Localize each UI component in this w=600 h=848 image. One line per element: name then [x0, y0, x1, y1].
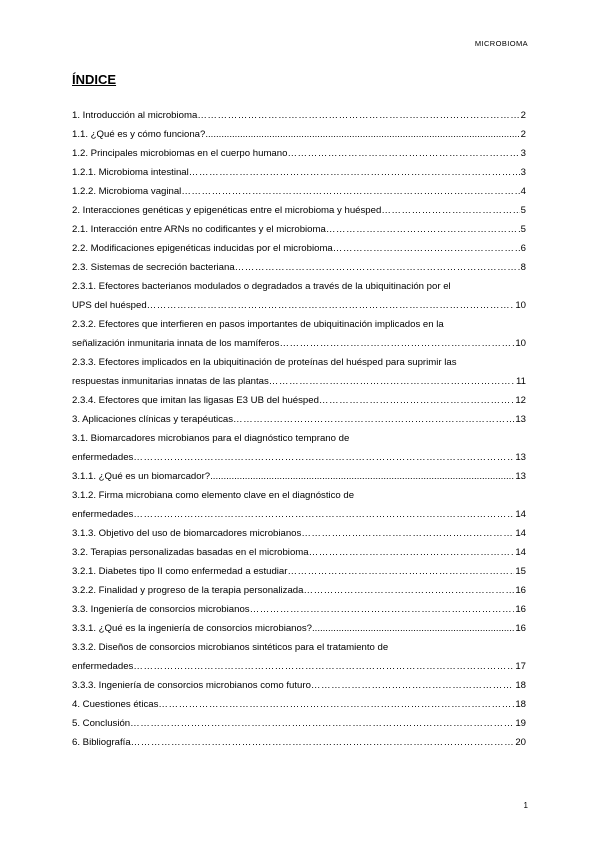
- toc-entry-page: 4: [520, 186, 526, 197]
- toc-entry-label: 4. Cuestiones éticas: [72, 699, 159, 710]
- toc-entry-page: 10: [515, 300, 526, 311]
- page-number: 1: [523, 801, 528, 810]
- leader-dots: [309, 543, 515, 562]
- toc-entry[interactable]: [72, 467, 526, 486]
- toc-entry[interactable]: [72, 391, 526, 410]
- leader-dots: [333, 239, 520, 258]
- toc-entry-label: 1.1. ¿Qué es y cómo funciona?: [72, 129, 206, 140]
- toc-entry[interactable]: [72, 163, 526, 182]
- toc-entry-page: 2: [520, 110, 526, 121]
- leader-dots: [197, 106, 519, 125]
- toc-entry-label: señalización inmunitaria innata de los mamíferos: [72, 338, 280, 349]
- leader-dots: [311, 676, 514, 695]
- toc-entry[interactable]: [72, 239, 526, 258]
- toc-entry-line1[interactable]: 3.1.2. Firma microbiana como elemento clave en el diagnóstico de: [72, 490, 355, 501]
- toc-entry-label: 3.2.2. Finalidad y progreso de la terapia personalizada: [72, 585, 304, 596]
- leader-dots: [133, 657, 514, 676]
- toc-entry-line1[interactable]: 3.3.2. Diseños de consorcios microbianos sintéticos para el tratamiento de: [72, 642, 389, 653]
- toc-entry[interactable]: [72, 676, 526, 695]
- toc-entry-label: 5. Conclusión: [72, 718, 131, 729]
- leader-dots: [287, 562, 514, 581]
- page-title: ÍNDICE: [72, 72, 117, 87]
- toc-entry[interactable]: [72, 296, 526, 315]
- running-header: MICROBIOMA: [474, 39, 528, 48]
- toc-entry-page: 16: [515, 585, 526, 596]
- toc-entry-label: 3.2. Terapias personalizadas basadas en el microbioma: [72, 547, 309, 558]
- toc-entry-label: 2.3. Sistemas de secreción bacteriana: [72, 262, 235, 273]
- toc-entry-page: 6: [520, 243, 526, 254]
- toc-entry-page: 14: [515, 528, 526, 539]
- toc-entry-line1[interactable]: 2.3.3. Efectores implicados en la ubiquitinación de proteínas del huésped para suprimir las: [72, 357, 457, 368]
- toc-entry-label: respuestas inmunitarias innatas de las plantas: [72, 376, 269, 387]
- leader-dots: [189, 163, 520, 182]
- toc-entry-page: 16: [515, 604, 526, 615]
- toc-entry-line1[interactable]: 2.3.1. Efectores bacterianos modulados o degradados a través de la ubiquitinación por el: [72, 281, 451, 292]
- leader-dots: [147, 296, 515, 315]
- toc-entry-label: 1.2. Principales microbiomas en el cuerpo humano: [72, 148, 288, 159]
- leader-dots: [303, 581, 514, 600]
- toc-entry-page: 13: [515, 452, 526, 463]
- leader-dots: [312, 619, 514, 638]
- toc-entry-label: enfermedades: [72, 509, 134, 520]
- toc-entry-page: 8: [520, 262, 526, 273]
- toc-entry-label: 3.3. Ingeniería de consorcios microbianos: [72, 604, 250, 615]
- leader-dots: [210, 467, 514, 486]
- toc-entry[interactable]: [72, 448, 526, 467]
- toc-entry-label: 3.3.3. Ingeniería de consorcios microbianos como futuro: [72, 680, 311, 691]
- toc-entry-line1[interactable]: 2.3.2. Efectores que interfieren en pasos importantes de ubiquitinación implicados en la: [72, 319, 444, 330]
- toc-entry-page: 3: [520, 148, 526, 159]
- toc-entry[interactable]: [72, 619, 526, 638]
- toc-entry[interactable]: [72, 144, 526, 163]
- leader-dots: [158, 695, 514, 714]
- toc-entry-page: 20: [515, 737, 526, 748]
- toc-entry-label: 2.2. Modificaciones epigenéticas inducidas por el microbioma: [72, 243, 333, 254]
- toc-entry-label: 1.2.1. Microbioma intestinal: [72, 167, 189, 178]
- toc-entry[interactable]: [72, 543, 526, 562]
- leader-dots: [130, 714, 514, 733]
- toc-entry[interactable]: [72, 220, 526, 239]
- toc-entry[interactable]: [72, 201, 526, 220]
- toc-entry-label: 3. Aplicaciones clínicas y terapéuticas: [72, 414, 234, 425]
- toc-entry-page: 11: [516, 376, 526, 387]
- toc-entry[interactable]: [72, 714, 526, 733]
- toc-entry-page: 10: [515, 338, 526, 349]
- toc-entry[interactable]: [72, 334, 526, 353]
- leader-dots: [250, 600, 515, 619]
- toc-entry-page: 14: [515, 509, 526, 520]
- toc-entry[interactable]: [72, 581, 526, 600]
- leader-dots: [205, 125, 519, 144]
- leader-dots: [269, 372, 515, 391]
- toc-entry-page: 13: [515, 471, 526, 482]
- leader-dots: [326, 220, 520, 239]
- leader-dots: [279, 334, 514, 353]
- toc-entry[interactable]: [72, 695, 526, 714]
- leader-dots: [319, 391, 514, 410]
- toc-entry-label: 3.3.1. ¿Qué es la ingeniería de consorcios microbianos?: [72, 623, 312, 634]
- toc-entry-label: 3.1.3. Objetivo del uso de biomarcadores microbianos: [72, 528, 302, 539]
- leader-dots: [233, 410, 514, 429]
- toc-entry-label: 2.1. Interacción entre ARNs no codificantes y el microbioma: [72, 224, 326, 235]
- leader-dots: [381, 201, 519, 220]
- table-of-contents: [72, 106, 526, 752]
- toc-entry-page: 18: [515, 699, 526, 710]
- toc-entry[interactable]: [72, 372, 526, 391]
- toc-entry[interactable]: [72, 524, 526, 543]
- leader-dots: [301, 524, 514, 543]
- toc-entry-label: enfermedades: [72, 661, 134, 672]
- toc-entry[interactable]: [72, 600, 526, 619]
- toc-entry-label: 3.2.1. Diabetes tipo II como enfermedad a estudiar: [72, 566, 288, 577]
- toc-entry-page: 5: [520, 205, 526, 216]
- toc-entry[interactable]: [72, 562, 526, 581]
- toc-entry-page: 3: [520, 167, 526, 178]
- leader-dots: [235, 258, 520, 277]
- toc-entry-page: 14: [515, 547, 526, 558]
- toc-entry-page: 12: [515, 395, 526, 406]
- leader-dots: [133, 448, 514, 467]
- toc-entry-label: 1.2.2. Microbioma vaginal: [72, 186, 182, 197]
- toc-entry-page: 13: [515, 414, 526, 425]
- leader-dots: [133, 505, 514, 524]
- toc-entry[interactable]: [72, 657, 526, 676]
- toc-entry[interactable]: [72, 125, 526, 144]
- toc-entry[interactable]: [72, 505, 526, 524]
- leader-dots: [131, 733, 515, 752]
- toc-entry-label: UPS del huésped: [72, 300, 147, 311]
- toc-entry-page: 15: [515, 566, 526, 577]
- toc-entry-label: 3.1.1. ¿Qué es un biomarcador?: [72, 471, 211, 482]
- toc-entry-label: enfermedades: [72, 452, 134, 463]
- toc-entry[interactable]: [72, 258, 526, 277]
- leader-dots: [181, 182, 519, 201]
- toc-entry-label: 1. Introducción al microbioma: [72, 110, 198, 121]
- toc-entry-page: 2: [520, 129, 526, 140]
- toc-entry-label: 2. Interacciones genéticas y epigenéticas entre el microbioma y huésped: [72, 205, 382, 216]
- toc-entry[interactable]: [72, 106, 526, 125]
- toc-entry-page: 19: [515, 718, 526, 729]
- toc-entry[interactable]: [72, 182, 526, 201]
- toc-entry-page: 5: [520, 224, 526, 235]
- toc-entry-label: 6. Bibliografía: [72, 737, 131, 748]
- toc-entry[interactable]: [72, 410, 526, 429]
- leader-dots: [287, 144, 519, 163]
- toc-entry[interactable]: [72, 733, 526, 752]
- toc-entry-line1[interactable]: 3.1. Biomarcadores microbianos para el diagnóstico temprano de: [72, 433, 350, 444]
- toc-entry-page: 17: [515, 661, 526, 672]
- toc-entry-label: 2.3.4. Efectores que imitan las ligasas E3 UB del huésped: [72, 395, 319, 406]
- toc-entry-page: 18: [515, 680, 526, 691]
- toc-entry-page: 16: [515, 623, 526, 634]
